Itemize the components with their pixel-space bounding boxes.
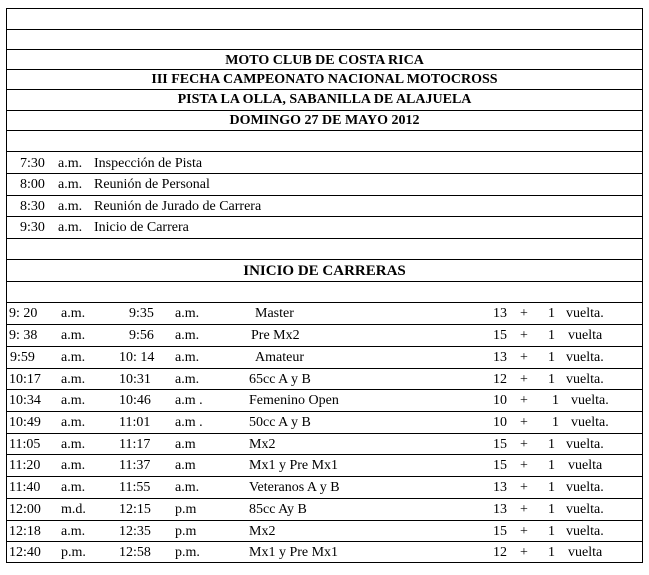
race-extra-lap: 1 bbox=[548, 328, 555, 343]
race-start-ampm: a.m. bbox=[61, 437, 86, 452]
race-laps: 12 bbox=[493, 372, 507, 387]
race-extra-lap: 1 bbox=[552, 393, 559, 408]
race-end-ampm: p.m bbox=[175, 502, 197, 517]
schedule-activity: Inspección de Pista bbox=[94, 156, 203, 171]
race-row bbox=[7, 302, 642, 324]
race-extra-lap: 1 bbox=[548, 350, 555, 365]
race-lap-unit: vuelta bbox=[568, 545, 603, 560]
race-start-time: 10:34 bbox=[9, 393, 41, 408]
race-start-time: 9: 20 bbox=[9, 306, 38, 321]
schedule-activity: Inicio de Carrera bbox=[94, 220, 189, 235]
race-laps: 13 bbox=[493, 480, 507, 495]
race-extra-lap: 1 bbox=[548, 458, 555, 473]
blank-row bbox=[7, 8, 642, 29]
schedule-row bbox=[7, 173, 642, 195]
race-start-ampm: a.m. bbox=[61, 350, 86, 365]
race-plus: + bbox=[520, 350, 528, 365]
race-end-time: 9:35 bbox=[129, 306, 154, 321]
race-end-time: 12:15 bbox=[119, 502, 151, 517]
race-category: 85cc Ay B bbox=[249, 502, 307, 517]
race-laps: 10 bbox=[493, 415, 507, 430]
race-lap-unit: vuelta. bbox=[566, 524, 604, 539]
schedule-time: 9:30 bbox=[20, 220, 45, 235]
race-lap-unit: vuelta. bbox=[571, 393, 609, 408]
race-start-time: 11:20 bbox=[9, 458, 41, 473]
race-end-time: 11:37 bbox=[119, 458, 151, 473]
race-end-ampm: p.m. bbox=[175, 545, 200, 560]
race-start-time: 9: 38 bbox=[9, 328, 38, 343]
blank-row bbox=[7, 130, 642, 151]
race-laps: 13 bbox=[493, 350, 507, 365]
race-start-ampm: a.m. bbox=[61, 306, 86, 321]
race-start-time: 11:05 bbox=[9, 437, 41, 452]
race-plus: + bbox=[520, 524, 528, 539]
race-end-ampm: a.m. bbox=[175, 306, 200, 321]
race-row bbox=[7, 433, 642, 454]
race-end-time: 11:17 bbox=[119, 437, 151, 452]
schedule-activity: Reunión de Personal bbox=[94, 177, 210, 192]
race-start-time: 10:17 bbox=[9, 372, 41, 387]
race-row bbox=[7, 454, 642, 476]
schedule-sheet bbox=[6, 8, 643, 563]
race-lap-unit: vuelta. bbox=[566, 480, 604, 495]
race-laps: 12 bbox=[493, 545, 507, 560]
race-lap-unit: vuelta. bbox=[566, 306, 604, 321]
race-row bbox=[7, 476, 642, 498]
schedule-ampm: a.m. bbox=[58, 199, 83, 214]
race-end-time: 12:35 bbox=[119, 524, 151, 539]
race-start-ampm: a.m. bbox=[61, 393, 86, 408]
race-end-time: 11:55 bbox=[119, 480, 151, 495]
race-row bbox=[7, 389, 642, 411]
race-lap-unit: vuelta. bbox=[566, 372, 604, 387]
race-row bbox=[7, 541, 642, 563]
race-laps: 15 bbox=[493, 328, 507, 343]
race-start-ampm: a.m. bbox=[61, 458, 86, 473]
race-end-time: 11:01 bbox=[119, 415, 151, 430]
race-start-ampm: a.m. bbox=[61, 480, 86, 495]
race-plus: + bbox=[520, 437, 528, 452]
race-start-time: 9:59 bbox=[10, 350, 35, 365]
race-start-time: 10:49 bbox=[9, 415, 41, 430]
race-start-ampm: a.m. bbox=[61, 328, 86, 343]
schedule-activity: Reunión de Jurado de Carrera bbox=[94, 199, 262, 214]
schedule-time: 8:00 bbox=[20, 177, 45, 192]
race-laps: 15 bbox=[493, 437, 507, 452]
race-extra-lap: 1 bbox=[548, 545, 555, 560]
race-row bbox=[7, 346, 642, 368]
race-end-ampm: a.m bbox=[175, 458, 196, 473]
race-category: Master bbox=[255, 306, 294, 321]
race-row bbox=[7, 498, 642, 520]
race-end-ampm: a.m. bbox=[175, 350, 200, 365]
race-row bbox=[7, 411, 642, 433]
race-end-ampm: a.m. bbox=[175, 328, 200, 343]
race-category: Pre Mx2 bbox=[251, 328, 300, 343]
race-extra-lap: 1 bbox=[548, 502, 555, 517]
race-start-ampm: p.m. bbox=[61, 545, 86, 560]
race-category: Mx2 bbox=[249, 524, 276, 539]
race-laps: 13 bbox=[493, 502, 507, 517]
race-start-ampm: a.m. bbox=[61, 524, 86, 539]
header-event: III FECHA CAMPEONATO NACIONAL MOTOCROSS bbox=[7, 69, 642, 89]
race-end-ampm: a.m. bbox=[175, 372, 200, 387]
race-lap-unit: vuelta. bbox=[571, 415, 609, 430]
race-end-ampm: a.m bbox=[175, 437, 196, 452]
schedule-ampm: a.m. bbox=[58, 177, 83, 192]
race-plus: + bbox=[520, 372, 528, 387]
race-plus: + bbox=[520, 306, 528, 321]
race-plus: + bbox=[520, 415, 528, 430]
race-start-time: 11:40 bbox=[9, 480, 41, 495]
race-laps: 15 bbox=[493, 458, 507, 473]
race-category: Mx1 y Pre Mx1 bbox=[249, 545, 339, 560]
races-title: INICIO DE CARRERAS bbox=[7, 259, 642, 281]
race-row bbox=[7, 368, 642, 389]
race-extra-lap: 1 bbox=[548, 480, 555, 495]
race-start-time: 12:00 bbox=[9, 502, 41, 517]
schedule-time: 8:30 bbox=[20, 199, 45, 214]
schedule-row bbox=[7, 151, 642, 173]
race-end-ampm: p.m bbox=[175, 524, 197, 539]
race-plus: + bbox=[520, 458, 528, 473]
race-category: Mx1 y Pre Mx1 bbox=[249, 458, 339, 473]
race-end-ampm: a.m . bbox=[175, 393, 203, 408]
schedule-time: 7:30 bbox=[20, 156, 45, 171]
race-category: 65cc A y B bbox=[249, 372, 311, 387]
blank-row bbox=[7, 238, 642, 259]
race-start-time: 12:18 bbox=[9, 524, 41, 539]
race-category: Femenino Open bbox=[249, 393, 339, 408]
race-laps: 13 bbox=[493, 306, 507, 321]
race-end-time: 10:46 bbox=[119, 393, 151, 408]
header-venue: PISTA LA OLLA, SABANILLA DE ALAJUELA bbox=[7, 89, 642, 110]
race-end-time: 9:56 bbox=[129, 328, 154, 343]
race-laps: 10 bbox=[493, 393, 507, 408]
race-start-time: 12:40 bbox=[9, 545, 41, 560]
race-lap-unit: vuelta bbox=[568, 458, 603, 473]
header-date: DOMINGO 27 DE MAYO 2012 bbox=[7, 110, 642, 130]
schedule-row bbox=[7, 216, 642, 238]
race-extra-lap: 1 bbox=[548, 372, 555, 387]
race-row bbox=[7, 324, 642, 346]
race-start-ampm: m.d. bbox=[61, 502, 86, 517]
race-extra-lap: 1 bbox=[548, 306, 555, 321]
race-extra-lap: 1 bbox=[548, 524, 555, 539]
race-laps: 15 bbox=[493, 524, 507, 539]
race-lap-unit: vuelta. bbox=[566, 437, 604, 452]
race-lap-unit: vuelta. bbox=[566, 350, 604, 365]
race-extra-lap: 1 bbox=[552, 415, 559, 430]
blank-row bbox=[7, 29, 642, 49]
race-category: Amateur bbox=[255, 350, 304, 365]
race-extra-lap: 1 bbox=[548, 437, 555, 452]
schedule-ampm: a.m. bbox=[58, 220, 83, 235]
race-end-time: 10: 14 bbox=[119, 350, 155, 365]
race-plus: + bbox=[520, 328, 528, 343]
race-end-ampm: a.m . bbox=[175, 415, 203, 430]
race-lap-unit: vuelta bbox=[568, 328, 603, 343]
race-category: Veteranos A y B bbox=[249, 480, 340, 495]
header-club: MOTO CLUB DE COSTA RICA bbox=[7, 49, 642, 69]
race-plus: + bbox=[520, 502, 528, 517]
race-lap-unit: vuelta. bbox=[566, 502, 604, 517]
race-start-ampm: a.m. bbox=[61, 415, 86, 430]
race-start-ampm: a.m. bbox=[61, 372, 86, 387]
race-plus: + bbox=[520, 545, 528, 560]
schedule-ampm: a.m. bbox=[58, 156, 83, 171]
race-plus: + bbox=[520, 393, 528, 408]
race-end-ampm: a.m. bbox=[175, 480, 200, 495]
race-category: 50cc A y B bbox=[249, 415, 311, 430]
race-row bbox=[7, 520, 642, 541]
schedule-row bbox=[7, 195, 642, 216]
blank-row bbox=[7, 281, 642, 302]
race-plus: + bbox=[520, 480, 528, 495]
race-category: Mx2 bbox=[249, 437, 276, 452]
race-end-time: 12:58 bbox=[119, 545, 151, 560]
race-end-time: 10:31 bbox=[119, 372, 151, 387]
